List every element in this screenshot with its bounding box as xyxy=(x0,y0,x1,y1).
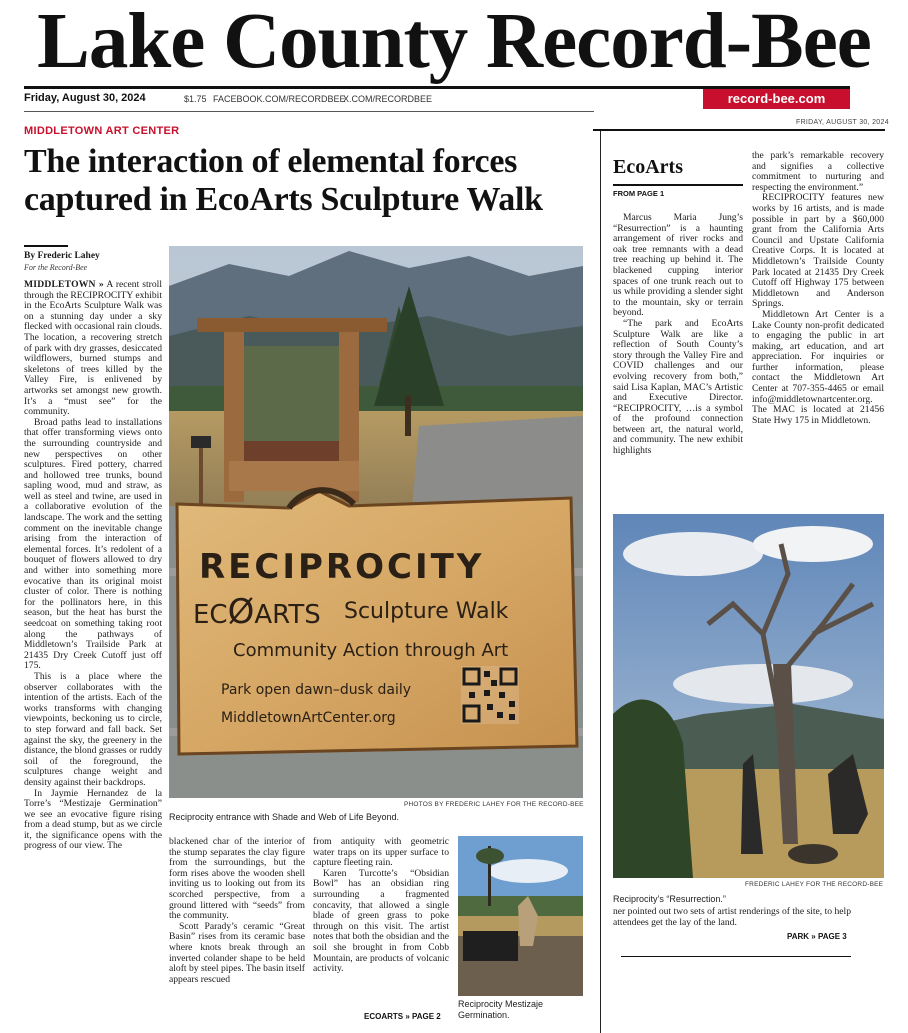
qr-code-icon xyxy=(461,666,519,724)
paragraph: Scott Parady’s ceramic “Great Basin” rises from its ceramic base where knots break through an inverted colander shape to be held aloft by steel pipes. The basin itself appears rescued xyxy=(169,920,305,985)
paragraph: Broad paths lead to installations that offer transforming views onto the surrounding countryside and new perspectives on other sculptures. Fired pottery, charred and hollowed tree trunks, bound sapling wood, mud and straw, as well as steel and twine, are used in a collaborative evolution of the landscape. The work and the setting comment on the inevitable change arising from the interaction of elemental forces. It’s redolent of a bouquet of flowers allowed to dry and wither into something more evocative than its original moist cluster of color. There is nothing for the pollinators here, in this season, but the heat has burst the seedcoat on something taking root along the pathways of Middletown’s Trailside Park at 21435 Dry Creek Cutoff just off 175. xyxy=(24,416,162,672)
ecoarts-jump[interactable]: PARK » PAGE 3 xyxy=(787,932,847,941)
site-link[interactable]: record-bee.com xyxy=(703,89,850,109)
paragraph: This is a place where the observer collaborates with the intention of the artists. Each of the works transforms with changing viewpoints, beckoning us to circle, to step forward and fall back. Set against the sky, the greenery in the distance, the blond grasses or ruddy soil of the foreground, the sculptures change weight and density against their backdrops. xyxy=(24,670,162,788)
mestizaje-photo-svg xyxy=(458,836,583,996)
story-column-2 xyxy=(169,837,305,985)
secondary-date: FRIDAY, AUGUST 30, 2024 xyxy=(796,119,889,126)
ecoarts-tail xyxy=(613,907,851,928)
main-photo-svg xyxy=(169,246,583,798)
sidebar-bottom-rule xyxy=(621,956,851,957)
resurrection-credit: FREDERIC LAHEY FOR THE RECORD-BEE xyxy=(745,881,884,888)
x-link[interactable]: X.COM/RECORDBEE xyxy=(343,94,433,104)
sign-community: Community Action through Art xyxy=(233,640,509,661)
masthead-bottom-rule xyxy=(24,111,594,112)
mestizaje-photo xyxy=(458,836,583,996)
paragraph: blackened char of the interior of the stump separates the clay figure from the surroundings, but the form rises above the wooden shell inviting us to looking out from its scorched perspective, from a ground littered with “seeds” from the community. xyxy=(169,836,305,922)
paragraph: the park’s remarkable recovery and signifies a collective commitment to nurturing and respecting the environment.” xyxy=(752,150,884,193)
price: $1.75 xyxy=(184,94,207,104)
sign-ecoarts: ECØARTS xyxy=(193,592,321,632)
paragraph: “The park and EcoArts Sculpture Walk are like a reflection of South County’s story through the Valley Fire and COVID challenges and our evolving recovery from both,” said Lisa Kaplan, MAC’s Artistic and Executive Director. “RECIPROCITY, …is a symbol of the profound connection between art, the natural world, and community. The new exhibit highlights xyxy=(613,317,743,457)
resurrection-caption: Reciprocity’s “Resurrection.” xyxy=(613,894,726,904)
issue-date: Friday, August 30, 2024 xyxy=(24,92,146,104)
story-column-3 xyxy=(313,837,449,975)
dateline: MIDDLETOWN » xyxy=(24,279,104,290)
resurrection-photo xyxy=(613,514,884,878)
main-photo xyxy=(169,246,583,798)
sidebar-top-rule xyxy=(593,129,885,131)
ecoarts-column-a xyxy=(613,213,743,457)
main-photo-credit: PHOTOS BY FREDERIC LAHEY FOR THE RECORD-BEE xyxy=(404,801,584,808)
masthead-title: Lake County Record-Bee xyxy=(37,0,871,85)
paragraph: Middletown Art Center is a Lake County non-profit dedicated to engaging the public in art making, art education, and art appreciation. For inquiries or further information, please contact the Middletown Art Center at 707-355-4465 or email info@middletownartcenter.org. The MAC is located at 21456 State Hwy 175 in Middletown. xyxy=(752,308,884,426)
section-kicker: MIDDLETOWN ART CENTER xyxy=(24,125,180,137)
byline: By Frederic Lahey xyxy=(24,251,100,261)
paragraph: Karen Turcotte’s “Obsidian Bowl” has an obsidian ring surrounding a fragmented concavity, that allowed a single blade of green grass to poke through on this visit. The artist notes that both the obsidian and the soil she brought in from Cobb Mountain, are products of volcanic activity. xyxy=(313,867,449,975)
column-divider xyxy=(600,131,601,1033)
ecoarts-column-b xyxy=(752,151,884,426)
paragraph: In Jaymie Hernandez de la Torre’s “Mestizaje Germination” we see an evocative figure rising from a dead stump, but as we circle it, the significance opens with the progress of our view. The xyxy=(24,787,162,852)
from-page: FROM PAGE 1 xyxy=(613,189,665,198)
headline: The interaction of elemental forces captured in EcoArts Sculpture Walk xyxy=(24,143,543,218)
ecoarts-head-rule xyxy=(613,184,743,186)
paragraph: from antiquity with geometric water traps on its upper surface to capture fleeting rain. xyxy=(313,836,449,869)
mestizaje-caption: Reciprocity Mestizaje Germination. xyxy=(458,999,544,1020)
paragraph: A recent stroll through the RECIPROCITY exhibit in the EcoArts Sculpture Walk was on a stunning day under a sky flecked with occasional rain clouds. The location, a recovering stretch of park with dry grasses, desiccated wildflowers, burned stumps and skeletons of trees killed by the Valley Fire, is enlivened by artworks set amongst new growth. It’s a “must see” for the community. xyxy=(24,279,162,418)
sign-sculpture-walk: Sculpture Walk xyxy=(344,599,509,624)
resurrection-photo-svg xyxy=(613,514,884,878)
story-column-1 xyxy=(24,280,162,852)
facebook-link[interactable]: FACEBOOK.COM/RECORDBEE xyxy=(213,94,346,104)
byline-affiliation: For the Record-Bee xyxy=(24,263,88,272)
byline-rule xyxy=(24,245,68,247)
sign-title: RECIPROCITY xyxy=(199,547,485,587)
sign-website: MiddletownArtCenter.org xyxy=(221,710,396,726)
paragraph: RECIPROCITY features new works by 16 artists, and is made possible in part by a $60,000 grant from the California Arts Council and Upstate California Creative Corps. It is located at Middletown’s Trailside County Park located at 21435 Dry Creek Cutoff off Highway 175 between Middletown and Anderson Springs. xyxy=(752,192,884,310)
sign-hours: Park open dawn–dusk daily xyxy=(221,682,412,698)
paragraph: ner pointed out two sets of artist renderings of the site, to help attendees get the lay of the land. xyxy=(613,906,851,928)
main-photo-caption: Reciprocity entrance with Shade and Web of Life Beyond. xyxy=(169,812,399,822)
jump-line[interactable]: ECOARTS » PAGE 2 xyxy=(364,1012,441,1021)
ecoarts-head: EcoArts xyxy=(613,156,683,178)
paragraph: Marcus Maria Jung’s “Resurrection” is a haunting arrangement of river rocks and oak tree remnants with a dead tree reaching up behind it. The blackened cupping interior spaces of one trunk reach out to us while providing a slender sight to the mountain, sky or terrain beyond. xyxy=(613,212,743,319)
